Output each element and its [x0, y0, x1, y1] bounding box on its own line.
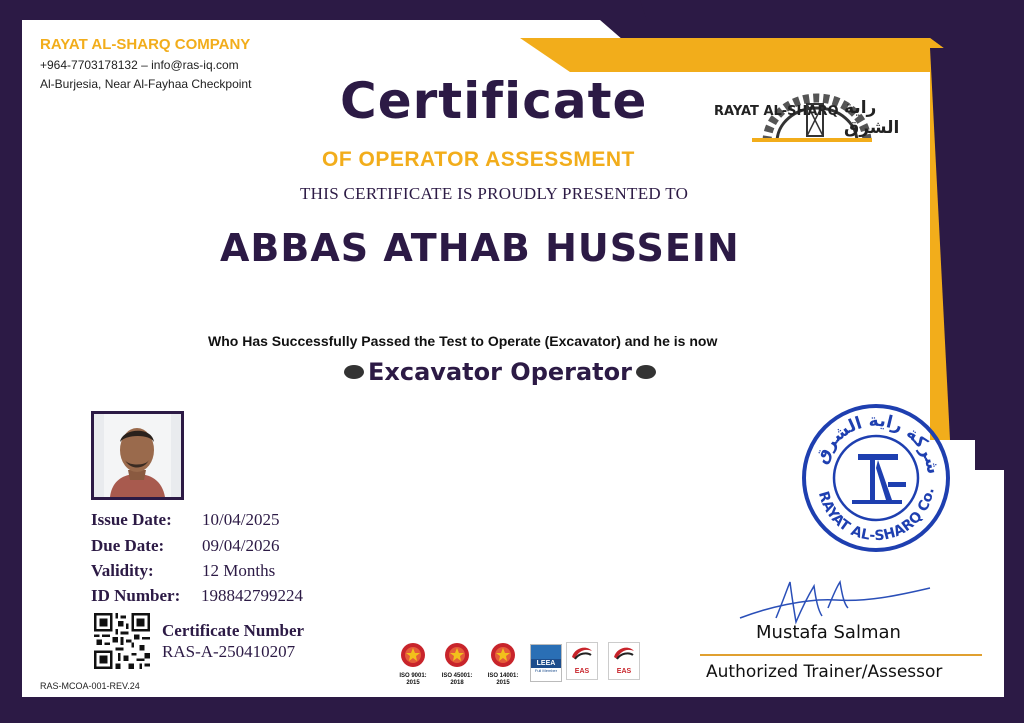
- signature-scribble: [736, 578, 936, 628]
- validity-value: 12 Months: [202, 561, 276, 580]
- due-date-row: [91, 536, 280, 556]
- certificate-number-label: Certificate Number: [162, 621, 305, 640]
- revision-code: RAS-MCOA-001-REV.24: [40, 681, 140, 691]
- id-number-value: 198842799224: [201, 586, 303, 605]
- company-contact: +964-7703178132 – info@ras-iq.com: [40, 58, 239, 72]
- iso-45001-badge: [438, 642, 476, 687]
- leea-badge: [530, 644, 562, 682]
- issue-date-label: Issue Date:: [91, 510, 172, 529]
- presented-to-text: THIS CERTIFICATE IS PROUDLY PRESENTED TO: [300, 184, 689, 203]
- iso-9001-badge: [394, 642, 432, 687]
- eas-label-2: EAS: [616, 668, 632, 675]
- certificate-subtitle: OF OPERATOR ASSESSMENT: [322, 148, 635, 171]
- achievement-statement: Who Has Successfully Passed the Test to Operate (Excavator) and he is now: [208, 333, 718, 349]
- role-line: [344, 358, 656, 386]
- due-date-label: Due Date:: [91, 536, 165, 555]
- signature-line: [700, 654, 982, 656]
- bullet-left-icon: [344, 365, 364, 379]
- svg-text:RAYAT AL-SHARQ Co.: RAYAT AL-SHARQ Co.: [814, 486, 938, 545]
- signatory-title: Authorized Trainer/Assessor: [706, 662, 943, 682]
- validity-label: Validity:: [91, 561, 154, 580]
- iso-14001-label: ISO 14001: 2015: [487, 673, 519, 686]
- certificate-title: Certificate: [340, 72, 648, 130]
- eas-label-1: EAS: [574, 668, 590, 675]
- eas-badge-2: [608, 642, 640, 680]
- svg-text:شركة راية الشرق: شركة راية الشرق: [811, 410, 944, 476]
- leea-sub: Full Member: [534, 668, 558, 673]
- company-name: RAYAT AL-SHARQ COMPANY: [40, 36, 251, 53]
- person-photo-icon: [94, 414, 181, 497]
- due-date-value: 09/04/2026: [202, 536, 280, 555]
- leea-wave-icon: [531, 645, 561, 659]
- company-stamp: [800, 402, 952, 554]
- bullet-right-icon: [636, 365, 656, 379]
- issue-date-value: 10/04/2025: [202, 510, 280, 529]
- company-logo: [712, 80, 932, 148]
- leea-label: LEEA: [531, 659, 561, 668]
- iso-45001-label: ISO 45001: 2018: [441, 673, 473, 686]
- validity-row: [91, 561, 276, 581]
- logo-english-text: RAYAT AL-SHARQ: [714, 104, 839, 119]
- logo-arabic-text: راية الشرق: [844, 98, 900, 138]
- id-number-label: ID Number:: [91, 586, 181, 605]
- eas-badge-1: [566, 642, 598, 680]
- eas-logo-icon: [569, 643, 595, 663]
- qr-code-icon: [94, 613, 150, 669]
- company-address: Al-Burjesia, Near Al-Fayhaa Checkpoint: [40, 77, 252, 91]
- stamp-seal-icon: [800, 402, 952, 554]
- role-title: Excavator Operator: [368, 358, 632, 386]
- certificate-number-value: RAS-A-250410207: [162, 642, 296, 661]
- iso-9001-icon: [398, 642, 428, 668]
- issue-date-row: [91, 510, 280, 530]
- eas-logo-icon-2: [611, 643, 637, 663]
- recipient-photo: [91, 411, 184, 500]
- id-number-row: [91, 586, 303, 606]
- iso-45001-icon: [442, 642, 472, 668]
- iso-14001-icon: [488, 642, 518, 668]
- signatory-name: Mustafa Salman: [756, 622, 901, 643]
- iso-9001-label: ISO 9001: 2015: [399, 673, 427, 686]
- recipient-name: ABBAS ATHAB HUSSEIN: [220, 226, 740, 270]
- iso-14001-badge: [484, 642, 522, 687]
